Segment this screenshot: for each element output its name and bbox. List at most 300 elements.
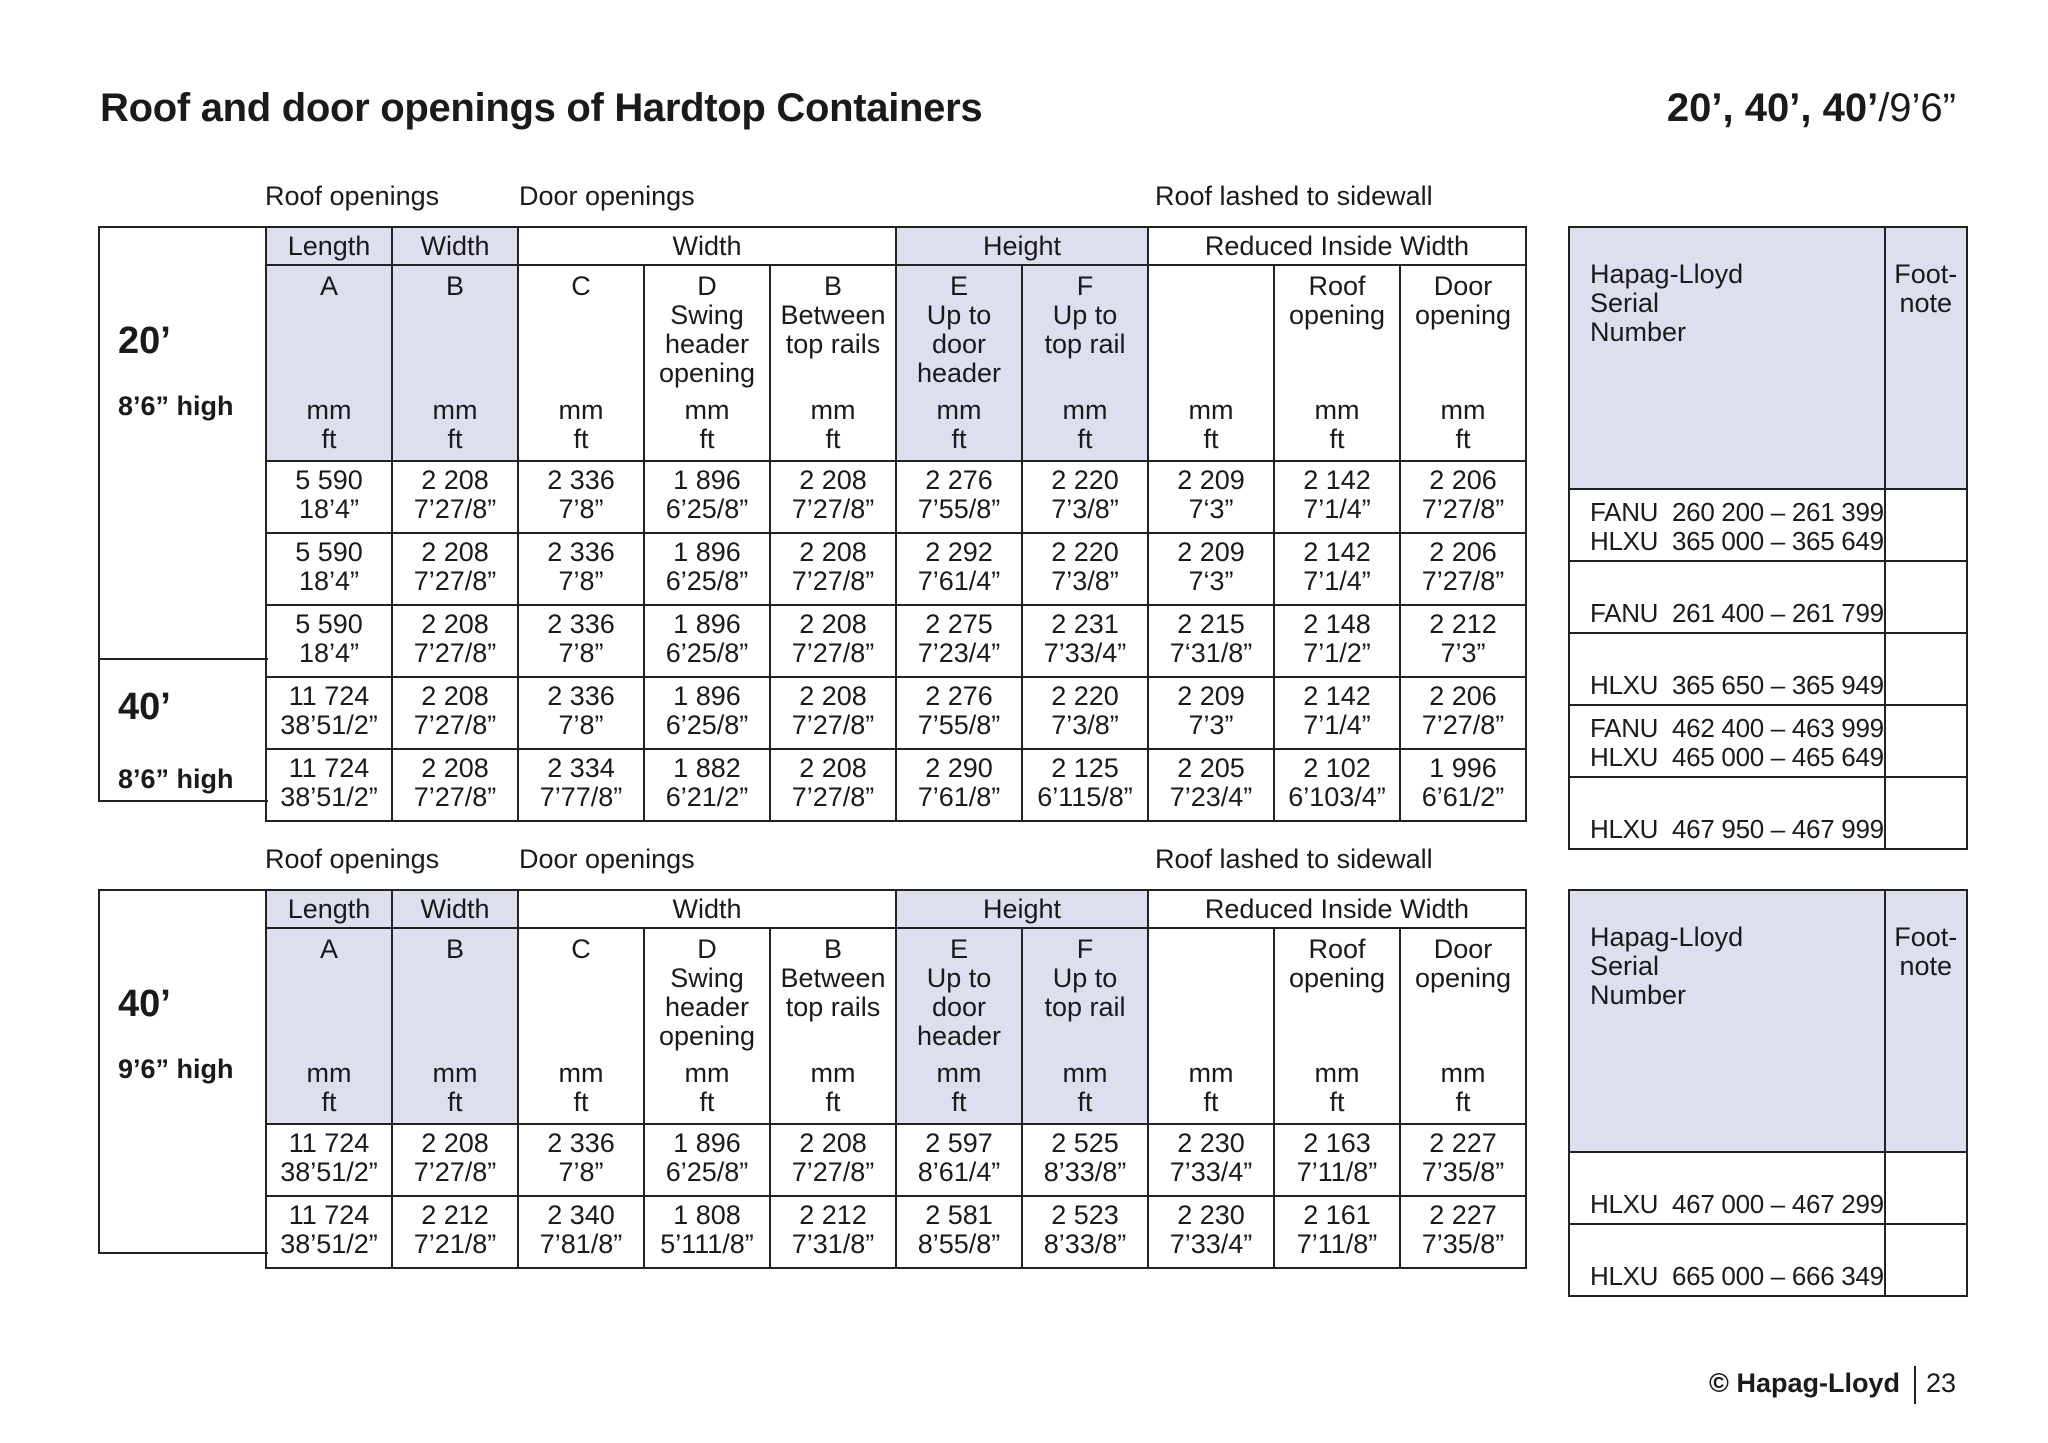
unit-mm: mm xyxy=(1062,1058,1108,1088)
value-ft: 6’61/2” xyxy=(1421,782,1505,812)
value-ft: 7’3/8” xyxy=(1051,710,1119,740)
col-header-6 xyxy=(1022,928,1148,1124)
unit-mm: mm xyxy=(936,1058,982,1088)
value-mm: 1 896 xyxy=(673,1128,741,1158)
header-text: opening xyxy=(1288,300,1386,330)
unit-labels xyxy=(267,396,391,454)
unit-ft: ft xyxy=(1455,1087,1471,1117)
value-ft: 6’21/2” xyxy=(665,782,749,812)
unit-ft: ft xyxy=(321,1087,337,1117)
value-ft: 38’51/2” xyxy=(280,1229,378,1259)
table-cell xyxy=(770,605,896,677)
value-mm: 2 292 xyxy=(925,537,993,567)
value-ft: 6’25/8” xyxy=(665,638,749,668)
unit-labels xyxy=(393,1059,517,1117)
unit-ft: ft xyxy=(1203,424,1219,454)
value-mm: 2 220 xyxy=(1051,681,1119,711)
footnote-cell xyxy=(1885,1152,1967,1224)
col-header-0 xyxy=(266,928,392,1124)
serial-prefix: FANU xyxy=(1590,598,1659,628)
col-height: Height xyxy=(896,227,1148,265)
col-header-3 xyxy=(644,265,770,461)
container-size: 20’ xyxy=(118,320,171,362)
value-ft: 8’33/8” xyxy=(1043,1229,1127,1259)
table-cell xyxy=(896,533,1022,605)
table-cell xyxy=(896,1196,1022,1268)
table-cell xyxy=(896,677,1022,749)
header-text: A xyxy=(319,271,338,301)
table-cell xyxy=(644,1124,770,1196)
value-mm: 2 336 xyxy=(547,465,615,495)
unit-ft: ft xyxy=(1455,424,1471,454)
value-mm: 2 208 xyxy=(799,1128,867,1158)
header-text: header xyxy=(916,358,1002,388)
unit-labels xyxy=(393,396,517,454)
table-cell xyxy=(1148,749,1274,821)
value-mm: 2 525 xyxy=(1051,1128,1119,1158)
page-title: Roof and door openings of Hardtop Containers xyxy=(100,86,983,130)
unit-labels xyxy=(771,1059,895,1117)
table-cell xyxy=(518,461,644,533)
col-reduced-width: Reduced Inside Width xyxy=(1148,890,1526,928)
value-ft: 7’33/4” xyxy=(1169,1157,1253,1187)
value-ft: 7’27/8” xyxy=(791,782,875,812)
serial-row xyxy=(1569,633,1967,705)
value-ft: 7’27/8” xyxy=(413,782,497,812)
unit-mm: mm xyxy=(810,1058,856,1088)
value-mm: 2 597 xyxy=(925,1128,993,1158)
value-ft: 8’55/8” xyxy=(917,1229,1001,1259)
header-text: Up to xyxy=(926,300,992,330)
serial-header-text: Number xyxy=(1590,317,1687,347)
table-cell xyxy=(1274,1196,1400,1268)
footnote-header xyxy=(1885,227,1967,489)
table-cell xyxy=(1148,533,1274,605)
value-ft: 5’111/8” xyxy=(660,1229,754,1259)
value-ft: 7’1/2” xyxy=(1303,638,1371,668)
value-mm: 5 590 xyxy=(295,609,363,639)
col-header-4 xyxy=(770,265,896,461)
unit-mm: mm xyxy=(936,395,982,425)
sizes-bold: 20’, 40’, 40’ xyxy=(1666,86,1879,130)
table-cell xyxy=(392,605,518,677)
container-box-40-high xyxy=(98,889,268,1254)
serial-prefix: HLXU xyxy=(1590,670,1659,700)
unit-labels xyxy=(1149,396,1273,454)
table-cell xyxy=(770,677,896,749)
unit-mm: mm xyxy=(1440,395,1486,425)
value-mm: 2 208 xyxy=(799,537,867,567)
table-cell xyxy=(518,749,644,821)
value-mm: 2 208 xyxy=(421,537,489,567)
value-mm: 2 220 xyxy=(1051,537,1119,567)
header-text: door xyxy=(931,992,987,1022)
serial-row xyxy=(1569,489,1967,561)
value-ft: 18’4” xyxy=(298,638,360,668)
table-row xyxy=(266,461,1526,533)
table-cell xyxy=(392,749,518,821)
value-ft: 7’27/8” xyxy=(1421,566,1505,596)
serial-row xyxy=(1569,1224,1967,1296)
table-cell xyxy=(896,605,1022,677)
col-reduced-width: Reduced Inside Width xyxy=(1148,227,1526,265)
unit-ft: ft xyxy=(699,424,715,454)
table-row xyxy=(266,1124,1526,1196)
serial-table-1 xyxy=(1568,226,1968,850)
header-text: opening xyxy=(658,358,756,388)
unit-mm: mm xyxy=(432,1058,478,1088)
col-length: Length xyxy=(266,227,392,265)
value-mm: 2 340 xyxy=(547,1200,615,1230)
serial-range: 462 400 – 463 999 xyxy=(1672,713,1884,743)
value-ft: 7‘31/8” xyxy=(1169,638,1253,668)
value-ft: 7’27/8” xyxy=(791,1157,875,1187)
serial-header-text: Serial xyxy=(1590,951,1660,981)
table-cell xyxy=(266,461,392,533)
table-cell xyxy=(1274,605,1400,677)
table-row xyxy=(266,605,1526,677)
unit-labels xyxy=(645,1059,769,1117)
value-ft: 7’27/8” xyxy=(413,1157,497,1187)
unit-mm: mm xyxy=(810,395,856,425)
header-text: D xyxy=(697,934,717,964)
unit-ft: ft xyxy=(1329,424,1345,454)
header-text: E xyxy=(949,934,968,964)
unit-mm: mm xyxy=(432,395,478,425)
unit-ft: ft xyxy=(825,424,841,454)
unit-ft: ft xyxy=(951,424,967,454)
serial-entry xyxy=(1590,1190,1884,1219)
serial-header-text: Hapag-Lloyd xyxy=(1590,922,1744,952)
value-mm: 2 125 xyxy=(1051,753,1119,783)
value-ft: 7’8” xyxy=(558,638,604,668)
serial-entry xyxy=(1590,498,1884,527)
value-mm: 2 161 xyxy=(1303,1200,1371,1230)
serial-range: 467 950 – 467 999 xyxy=(1672,814,1884,844)
serial-header-text: Number xyxy=(1590,980,1687,1010)
header-text: header xyxy=(664,329,750,359)
header-text: Door xyxy=(1433,271,1493,301)
group-roof-openings: Roof openings xyxy=(265,181,440,211)
value-mm: 11 724 xyxy=(288,1128,370,1158)
header-text: opening xyxy=(1288,963,1386,993)
value-mm: 2 163 xyxy=(1303,1128,1371,1158)
table-cell xyxy=(770,533,896,605)
unit-labels xyxy=(267,1059,391,1117)
unit-mm: mm xyxy=(1314,395,1360,425)
value-ft: 7’8” xyxy=(558,566,604,596)
unit-labels xyxy=(897,1059,1021,1117)
footnote-cell xyxy=(1885,561,1967,633)
table-cell xyxy=(1400,677,1526,749)
value-ft: 7’27/8” xyxy=(791,494,875,524)
serial-range: 260 200 – 261 399 xyxy=(1672,497,1884,527)
value-mm: 2 209 xyxy=(1177,537,1245,567)
header-text: Up to xyxy=(926,963,992,993)
unit-mm: mm xyxy=(306,1058,352,1088)
value-mm: 2 209 xyxy=(1177,465,1245,495)
container-box-20 xyxy=(98,226,268,660)
unit-ft: ft xyxy=(447,424,463,454)
table-cell xyxy=(392,1196,518,1268)
value-mm: 2 148 xyxy=(1303,609,1371,639)
serial-header-text: Serial xyxy=(1590,288,1660,318)
serial-row xyxy=(1569,705,1967,777)
table-cell xyxy=(1274,677,1400,749)
header-text: C xyxy=(571,934,591,964)
value-ft: 7’31/8” xyxy=(791,1229,875,1259)
value-mm: 1 896 xyxy=(673,609,741,639)
unit-labels xyxy=(1275,1059,1399,1117)
header-text: Swing xyxy=(670,963,744,993)
serial-range: 665 000 – 666 349 xyxy=(1672,1261,1884,1291)
footnote-cell xyxy=(1885,1224,1967,1296)
openings-table-1 xyxy=(265,226,1527,822)
value-ft: 6’25/8” xyxy=(665,566,749,596)
value-ft: 18’4” xyxy=(298,566,360,596)
sizes-regular: /9’6” xyxy=(1878,86,1956,130)
col-header-2 xyxy=(518,265,644,461)
value-ft: 7’27/8” xyxy=(791,710,875,740)
footnote-cell xyxy=(1885,633,1967,705)
serial-prefix: HLXU xyxy=(1590,1189,1659,1219)
container-height: 8’6” high xyxy=(118,391,234,421)
serial-prefix: HLXU xyxy=(1590,742,1659,772)
value-ft: 7’27/8” xyxy=(413,566,497,596)
header-text: Up to xyxy=(1052,300,1118,330)
table-cell xyxy=(644,605,770,677)
unit-labels xyxy=(1023,1059,1147,1117)
table-cell xyxy=(1400,461,1526,533)
unit-labels xyxy=(771,396,895,454)
header-text: Between xyxy=(780,963,886,993)
value-ft: 7’33/4” xyxy=(1043,638,1127,668)
serial-entry xyxy=(1590,815,1884,844)
table-cell xyxy=(1274,1124,1400,1196)
value-ft: 7’11/8” xyxy=(1296,1229,1378,1259)
col-header-2 xyxy=(518,928,644,1124)
value-ft: 6’25/8” xyxy=(665,1157,749,1187)
table-cell xyxy=(1274,749,1400,821)
value-mm: 5 590 xyxy=(295,465,363,495)
serial-entry xyxy=(1590,671,1884,700)
unit-ft: ft xyxy=(1329,1087,1345,1117)
value-ft: 8’33/8” xyxy=(1043,1157,1127,1187)
col-width: Width xyxy=(392,227,518,265)
unit-labels xyxy=(519,396,643,454)
value-mm: 2 208 xyxy=(421,609,489,639)
header-text: opening xyxy=(1414,300,1512,330)
table-cell xyxy=(266,749,392,821)
table-cell xyxy=(392,533,518,605)
table-cell xyxy=(1022,533,1148,605)
serial-cell xyxy=(1569,1152,1885,1224)
table-cell xyxy=(1274,533,1400,605)
footnote-header xyxy=(1885,890,1967,1152)
table-row xyxy=(266,533,1526,605)
value-ft: 7’3” xyxy=(1440,638,1486,668)
unit-labels xyxy=(897,396,1021,454)
serial-cell xyxy=(1569,777,1885,849)
table-cell xyxy=(392,461,518,533)
table-cell xyxy=(896,1124,1022,1196)
serial-cell xyxy=(1569,705,1885,777)
footnote-header-text: note xyxy=(1899,951,1953,981)
serial-entry xyxy=(1590,714,1884,743)
table-cell xyxy=(644,1196,770,1268)
col-height: Height xyxy=(896,890,1148,928)
value-ft: 7’21/8” xyxy=(413,1229,497,1259)
footnote-cell xyxy=(1885,489,1967,561)
table-cell xyxy=(266,1124,392,1196)
value-mm: 2 227 xyxy=(1429,1128,1497,1158)
value-ft: 7’1/4” xyxy=(1303,494,1371,524)
value-mm: 2 290 xyxy=(925,753,993,783)
table-cell xyxy=(644,461,770,533)
header-text: D xyxy=(697,271,717,301)
table-cell xyxy=(1148,1196,1274,1268)
col-header-5 xyxy=(896,928,1022,1124)
value-mm: 2 206 xyxy=(1429,465,1497,495)
page-number: 23 xyxy=(1925,1368,1956,1399)
unit-ft: ft xyxy=(825,1087,841,1117)
value-mm: 2 208 xyxy=(421,681,489,711)
value-ft: 7’81/8” xyxy=(539,1229,623,1259)
value-ft: 7’77/8” xyxy=(539,782,623,812)
col-length: Length xyxy=(266,890,392,928)
table-cell xyxy=(266,677,392,749)
header-text: header xyxy=(664,992,750,1022)
value-mm: 2 336 xyxy=(547,681,615,711)
value-mm: 2 208 xyxy=(421,465,489,495)
col-header-1 xyxy=(392,928,518,1124)
unit-labels xyxy=(1401,396,1525,454)
value-mm: 2 230 xyxy=(1177,1200,1245,1230)
value-ft: 6’115/8” xyxy=(1037,782,1133,812)
value-mm: 2 205 xyxy=(1177,753,1245,783)
col-header-9 xyxy=(1400,265,1526,461)
unit-mm: mm xyxy=(558,395,604,425)
unit-mm: mm xyxy=(684,1058,730,1088)
value-mm: 11 724 xyxy=(288,753,370,783)
table-cell xyxy=(1274,461,1400,533)
value-ft: 7’61/4” xyxy=(917,566,1001,596)
col-header-7 xyxy=(1148,928,1274,1124)
footer xyxy=(1709,1366,1956,1404)
serial-prefix: FANU xyxy=(1590,713,1659,743)
value-mm: 1 808 xyxy=(673,1200,741,1230)
header-text: top rail xyxy=(1044,992,1126,1022)
header-text: Roof xyxy=(1308,271,1366,301)
value-mm: 2 523 xyxy=(1051,1200,1119,1230)
value-mm: 2 206 xyxy=(1429,681,1497,711)
openings-table-2 xyxy=(265,889,1527,1269)
table-cell xyxy=(1400,749,1526,821)
header-text: A xyxy=(319,934,338,964)
unit-mm: mm xyxy=(1440,1058,1486,1088)
container-size: 40’ xyxy=(118,983,171,1025)
value-ft: 7‘3” xyxy=(1188,566,1234,596)
unit-mm: mm xyxy=(1314,1058,1360,1088)
serial-row xyxy=(1569,1152,1967,1224)
unit-labels xyxy=(1401,1059,1525,1117)
footnote-header-text: note xyxy=(1899,288,1953,318)
value-ft: 7’1/4” xyxy=(1303,566,1371,596)
header-text: B xyxy=(823,934,842,964)
table-cell xyxy=(1148,605,1274,677)
container-box-40 xyxy=(98,658,268,802)
serial-table-2 xyxy=(1568,889,1968,1297)
serial-range: 365 650 – 365 949 xyxy=(1672,670,1884,700)
col-header-6 xyxy=(1022,265,1148,461)
col-width: Width xyxy=(392,890,518,928)
value-ft: 7’61/8” xyxy=(917,782,1001,812)
unit-ft: ft xyxy=(573,424,589,454)
header-text: E xyxy=(949,271,968,301)
table-cell xyxy=(1022,749,1148,821)
serial-range: 465 000 – 465 649 xyxy=(1672,742,1884,772)
header-text: B xyxy=(445,271,464,301)
table-row xyxy=(266,677,1526,749)
table-cell xyxy=(1022,461,1148,533)
header-text: opening xyxy=(1414,963,1512,993)
value-mm: 2 336 xyxy=(547,537,615,567)
value-ft: 7’27/8” xyxy=(1421,494,1505,524)
table-cell xyxy=(518,605,644,677)
group-roof-lashed: Roof lashed to sidewall xyxy=(1155,844,1433,874)
serial-cell xyxy=(1569,561,1885,633)
unit-ft: ft xyxy=(447,1087,463,1117)
value-ft: 7’8” xyxy=(558,494,604,524)
table-cell xyxy=(1022,1124,1148,1196)
value-ft: 7’33/4” xyxy=(1169,1229,1253,1259)
col-header-0 xyxy=(266,265,392,461)
value-ft: 38’51/2” xyxy=(280,782,378,812)
unit-labels xyxy=(519,1059,643,1117)
value-ft: 7’27/8” xyxy=(791,566,875,596)
value-ft: 7’11/8” xyxy=(1296,1157,1378,1187)
value-mm: 2 334 xyxy=(547,753,615,783)
value-mm: 1 896 xyxy=(673,465,741,495)
header-text: top rail xyxy=(1044,329,1126,359)
value-mm: 2 336 xyxy=(547,1128,615,1158)
value-mm: 2 102 xyxy=(1303,753,1371,783)
table-row xyxy=(266,749,1526,821)
table-cell xyxy=(1022,605,1148,677)
value-mm: 2 220 xyxy=(1051,465,1119,495)
value-mm: 2 276 xyxy=(925,681,993,711)
table-cell xyxy=(518,677,644,749)
unit-ft: ft xyxy=(573,1087,589,1117)
footnote-cell xyxy=(1885,705,1967,777)
value-mm: 2 212 xyxy=(1429,609,1497,639)
col-header-1 xyxy=(392,265,518,461)
value-ft: 18’4” xyxy=(298,494,360,524)
col-header-8 xyxy=(1274,928,1400,1124)
unit-ft: ft xyxy=(1077,1087,1093,1117)
header-text: top rails xyxy=(785,992,881,1022)
table-cell xyxy=(1400,605,1526,677)
header-text: Up to xyxy=(1052,963,1118,993)
footnote-header-text: Foot- xyxy=(1894,259,1958,289)
value-mm: 2 276 xyxy=(925,465,993,495)
value-ft: 7’3” xyxy=(1188,710,1234,740)
unit-mm: mm xyxy=(1188,1058,1234,1088)
serial-cell xyxy=(1569,489,1885,561)
value-ft: 38’51/2” xyxy=(280,710,378,740)
serial-prefix: HLXU xyxy=(1590,1261,1659,1291)
value-mm: 2 336 xyxy=(547,609,615,639)
